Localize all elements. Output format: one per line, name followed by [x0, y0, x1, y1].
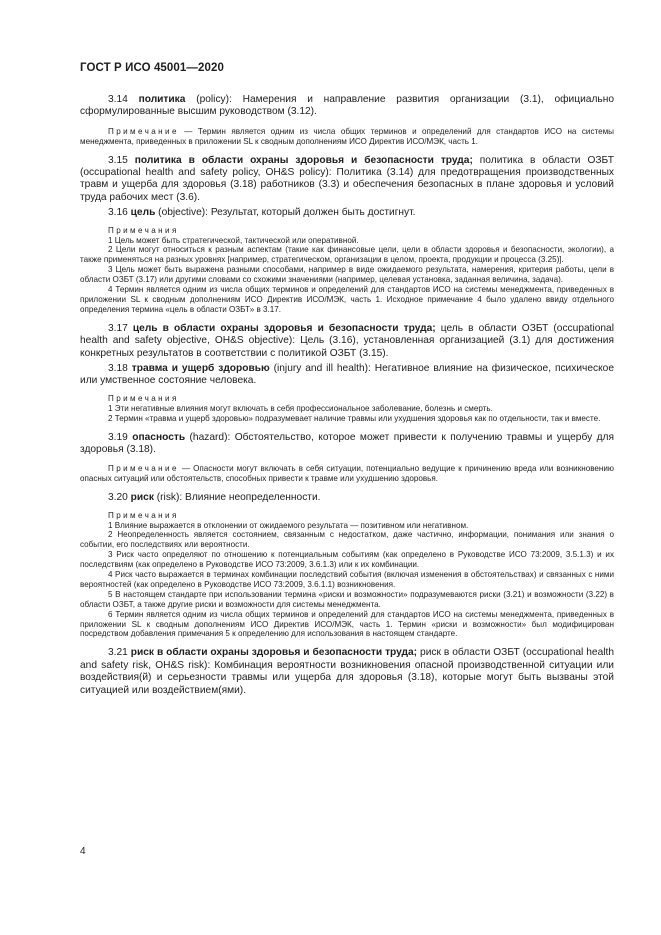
note-item: 5 В настоящем стандарте при использовании термина «риски и возможности» подразумеваются риски (3.21) и возможности (3.22) в области ОЗБТ, а также другие риски и возможности для системы менеджмента.: [80, 589, 614, 609]
definition-3-20: [80, 492, 614, 504]
note-item: 4 Термин является одним из числа общих терминов и определений для стандартов ИСО на системы менеджмента, приведенных в приложении SL к сводным дополнениям ИСО Директив ИСО/МЭК, часть 1. Исходное примечание 4 было удалено ввиду отдельного определения термина «цель в области ОЗБТ» в 3.17.: [80, 285, 614, 314]
definition-text: (objective): Результат, который должен быть достигнут.: [155, 207, 416, 219]
page-header: ГОСТ Р ИСО 45001—2020: [80, 62, 225, 74]
term: риск в области охраны здоровья и безопасности труда;: [130, 647, 418, 659]
definition-text: риск в области ОЗБТ (occupational health and safety risk, OH&S risk): Комбинация вероятности возникновения опасной производственной ситуации или воздействия(й) и серьезности травмы или ущерба для здоровья (3.18), которые могут быть вызваны этой ситуацией или воздействием(ями).: [80, 647, 614, 696]
clause-number: 3.15: [108, 154, 128, 166]
term: цель в области охраны здоровья и безопасности труда;: [132, 322, 436, 334]
definition-text: (hazard): Обстоятельство, которое может привести к получению травмы и ущербу для здоровья (3.18).: [80, 431, 614, 455]
definition-3-19: [80, 432, 614, 457]
clause-number: 3.19: [108, 431, 128, 443]
definition-3-17: [80, 323, 614, 360]
term: травма и ущерб здоровью: [131, 363, 270, 375]
term: политика в области охраны здоровья и безопасности труда;: [134, 154, 473, 166]
note-item: 3 Риск часто определяют по отношению к потенциальным событиям (как определено в Руководстве ИСО 73:2009, 3.5.1.3) и их последствиям (как определено в Руководстве ИСО 73:2009, 3.6.1.3) или к их комбинации.: [80, 550, 614, 570]
clause-number: 3.21: [108, 647, 128, 659]
note-item: 2 Термин «травма и ущерб здоровью» подразумевает наличие травмы или ухудшения здоровья как по отдельности, так и вместе.: [108, 413, 601, 423]
clause-number: 3.14: [108, 94, 128, 105]
definition-text: политика в области ОЗБТ (occupational health and safety policy, OH&S policy): Политика (3.14) для предотвращения производственных травм и ущерба для здоровья (3.18) работников (3.3) и обеспечения безопасных в плане здоровья и условий труда рабочих мест (3.6).: [80, 154, 614, 203]
note-text: — Опасности могут включать в себя ситуации, потенциально ведущие к причинению вреда или возникновению опасных ситуаций или обстоятельств, способных привести к травме или ухудшению здоровья.: [80, 464, 614, 484]
term: политика: [138, 94, 186, 105]
clause-number: 3.16: [108, 207, 128, 219]
notes-heading: Примечания: [108, 225, 179, 235]
page-content: [80, 94, 614, 697]
note-item: 2 Неопределенность является состоянием, связанным с недостатком, даже частично, информации, понимания или знания о событии, его последствиях или вероятности.: [80, 530, 614, 550]
note-item: 2 Цели могут относиться к разным аспектам (такие как финансовые цели, цели в области здоровья и безопасности, экологии), а также применяться на разных уровнях [например, стратегическом, организации в целом, проекта, продукции и процесса (3.25)].: [80, 245, 614, 265]
note-item: 1 Цель может быть стратегической, тактической или оперативной.: [108, 235, 359, 245]
page-number: 4: [80, 846, 86, 857]
definition-3-21: [80, 647, 614, 697]
clause-number: 3.20: [108, 492, 128, 504]
definition-3-14: [80, 94, 614, 119]
note-item: 6 Термин является одним из числа общих терминов и определений для стандартов ИСО на системы менеджмента, приведенных в приложении SL к сводным дополнениям ИСО Директив ИСО/МЭК, часть 1. Термин «риски и возможности» был модифицирован посредством добавления примечания 5 к определению для использования в настоящем стандарте.: [80, 609, 614, 639]
term: риск: [130, 492, 154, 504]
notes-heading: Примечания: [108, 393, 179, 403]
clause-number: 3.18: [108, 363, 128, 375]
note-3-19: [80, 464, 614, 484]
clause-number: 3.17: [108, 322, 128, 334]
note-text: — Термин является одним из числа общих терминов и определений для стандартов ИСО на системы менеджмента, приведенных в приложении SL к сводным дополнениям ИСО Директив ИСО/МЭК, часть 1.: [80, 126, 614, 146]
note-item: 1 Влияние выражается в отклонении от ожидаемого результата — позитивном или негативном.: [108, 520, 469, 530]
definition-3-18: [80, 363, 614, 388]
note-item: 3 Цель может быть выражена разными способами, например в виде ожидаемого результата, намерения, критерия работы, цели в области ОЗБТ (3.17) или другими словами со схожими значениями (например, целевая установка, заданная величина, задача).: [80, 265, 614, 285]
definition-text: (injury and ill health): Негативное влияние на физическое, психическое или умственное состояние человека.: [80, 363, 614, 387]
note-label: Примечание: [108, 126, 179, 136]
note-3-14: [80, 127, 614, 147]
definition-text: (policy): Намерения и направление развития организации (3.1), официально сформулированные высшим руководством (3.12).: [80, 94, 614, 118]
definition-3-15: [80, 155, 614, 205]
definition-text: цель в области ОЗБТ (occupational health and safety objective, OH&S objective): Цель (3.16), установленная организацией (3.1) для достижения конкретных результатов в соответствии с политикой ОЗБТ (3.15).: [80, 322, 614, 359]
note-item: 4 Риск часто выражается в терминах комбинации последствий события (включая изменения в обстоятельствах) и связанных с ними вероятностей (как определено в Руководстве ИСО 73:2009, 3.6.1.1) возникновения.: [80, 570, 614, 589]
definition-3-16: [80, 207, 614, 219]
notes-heading: Примечания: [108, 510, 179, 520]
term: цель: [130, 207, 156, 219]
note-label: Примечание: [108, 464, 179, 474]
term: опасность: [132, 431, 186, 443]
definition-text: (risk): Влияние неопределенности.: [153, 492, 321, 504]
note-item: 1 Эти негативные влияния могут включать в себя профессиональное заболевание, болезнь и смерть.: [108, 403, 493, 413]
